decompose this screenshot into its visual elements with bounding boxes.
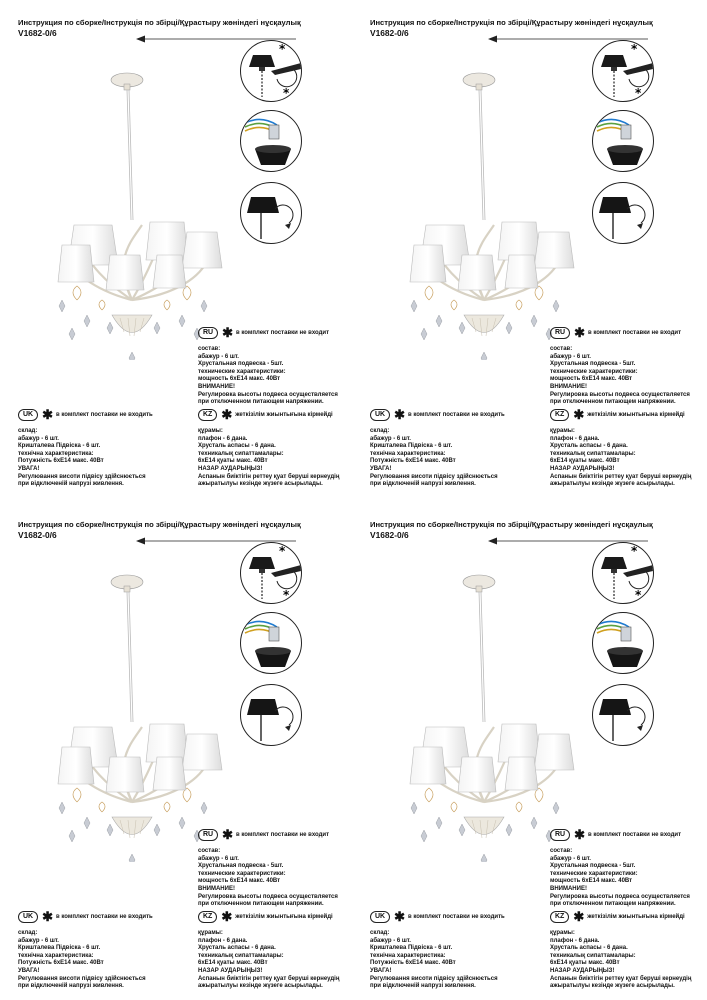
uk-section <box>18 406 153 489</box>
uk-line: Кришталева Підвіска - 6 шт. <box>370 443 453 450</box>
uk-line: технічна характеристика: <box>370 952 446 959</box>
instruction-title: Инструкция по сборке/Інструкція по збірці/Құрастыру жөніндегі нұсқаулық <box>18 520 301 529</box>
star-icon: ✱ <box>574 826 586 842</box>
wiring-icon <box>240 612 302 674</box>
star-icon: ✱ <box>222 826 234 842</box>
kz-line: құрамы: <box>550 930 575 936</box>
svg-text:*: * <box>283 588 290 602</box>
hook-mount-icon <box>592 684 654 746</box>
kz-line: техникалық сипаттамалары: <box>198 952 284 959</box>
ru-line: Регулировка высоты подвеса осуществляется <box>550 893 690 900</box>
uk-badge: UK <box>18 911 38 923</box>
kz-line: 6хЕ14 қуаты макс. 40Вт <box>550 458 620 465</box>
uk-line: при відключеній напрузі живлення. <box>370 983 476 990</box>
ru-line: при отключенном питающем напряжении. <box>550 399 676 406</box>
ceiling-cup-icon <box>240 542 302 604</box>
kz-header: жеткізілім жиынтығына кірмейді <box>235 411 333 418</box>
kz-line: НАЗАР АУДАРЫҢЫЗ! <box>198 967 263 974</box>
kz-line: Аспанын биіктігін реттеу қуат беруші кернеудің <box>198 473 340 480</box>
uk-line: абажур - 6 шт. <box>18 435 59 442</box>
kz-line: НАЗАР АУДАРЫҢЫЗ! <box>550 967 615 974</box>
uk-line: абажур - 6 шт. <box>18 937 59 944</box>
uk-badge: UK <box>370 409 390 421</box>
kz-header: жеткізілім жиынтығына кірмейді <box>587 411 685 418</box>
uk-line: УВАГА! <box>370 967 392 974</box>
uk-line: при відключеній напрузі живлення. <box>18 481 124 488</box>
uk-line: Потужність 6хЕ14 макс. 40Вт <box>18 960 104 967</box>
kz-line: плафон - 6 дана. <box>550 435 600 442</box>
kz-line: Хрусталь аспасы - 6 дана. <box>550 443 628 450</box>
instruction-panel-2 <box>370 18 707 498</box>
uk-section <box>370 908 505 991</box>
uk-line: технічна характеристика: <box>18 450 94 457</box>
ceiling-cup-icon <box>240 40 302 102</box>
ru-line: технические характеристики: <box>198 870 286 877</box>
ru-line: мощность 6хЕ14 макс. 40Вт <box>198 878 281 885</box>
uk-section <box>370 406 505 489</box>
ru-section <box>550 826 690 909</box>
kz-header: жеткізілім жиынтығына кірмейді <box>587 913 685 920</box>
kz-line: 6хЕ14 қуаты макс. 40Вт <box>198 458 268 465</box>
star-icon: ✱ <box>573 406 585 422</box>
ru-line: Регулировка высоты подвеса осуществляется <box>198 893 338 900</box>
instruction-title: Инструкция по сборке/Інструкція по збірці/Құрастыру жөніндегі нұсқаулық <box>18 18 301 27</box>
kz-header: жеткізілім жиынтығына кірмейді <box>235 913 333 920</box>
star-icon: ✱ <box>222 324 234 340</box>
ru-line: состав: <box>550 346 573 352</box>
ru-badge: RU <box>550 829 570 841</box>
uk-line: УВАГА! <box>18 967 40 974</box>
kz-line: Аспанын биіктігін реттеу қуат беруші кернеудің <box>550 975 692 982</box>
kz-line: плафон - 6 дана. <box>198 937 248 944</box>
kz-line: Аспанын биіктігін реттеу қуат беруші кернеудің <box>550 473 692 480</box>
hook-mount-icon <box>240 182 302 244</box>
uk-line: технічна характеристика: <box>370 450 446 457</box>
star-icon: ✱ <box>42 406 54 422</box>
model-number: V1682-0/6 <box>370 530 409 540</box>
uk-badge: UK <box>370 911 390 923</box>
uk-header: в комплект поставки не входить <box>56 913 153 920</box>
uk-line: склад: <box>18 930 38 936</box>
uk-line: при відключеній напрузі живлення. <box>370 481 476 488</box>
ru-line: состав: <box>198 848 221 854</box>
svg-text:*: * <box>279 42 286 56</box>
hook-mount-icon <box>592 182 654 244</box>
ru-line: мощность 6хЕ14 макс. 40Вт <box>550 878 633 885</box>
kz-line: Хрусталь аспасы - 6 дана. <box>198 945 276 952</box>
kz-line: ажыратылуы кезінде жүзеге асырылады. <box>550 481 675 488</box>
ru-line: при отключенном питающем напряжении. <box>198 901 324 908</box>
ceiling-cup-icon <box>592 542 654 604</box>
star-icon: ✱ <box>573 908 585 924</box>
uk-line: Потужність 6хЕ14 макс. 40Вт <box>18 458 104 465</box>
kz-line: ажыратылуы кезінде жүзеге асырылады. <box>198 983 323 990</box>
star-icon: ✱ <box>394 406 406 422</box>
ru-section <box>198 324 338 407</box>
ru-line: ВНИМАНИЕ! <box>550 383 587 390</box>
kz-line: плафон - 6 дана. <box>550 937 600 944</box>
uk-line: абажур - 6 шт. <box>370 435 411 442</box>
uk-line: Кришталева Підвіска - 6 шт. <box>18 945 101 952</box>
svg-text:*: * <box>635 86 642 100</box>
chandelier-illustration <box>32 60 232 360</box>
ru-header: в комплект поставки не входит <box>588 831 682 838</box>
ru-badge: RU <box>198 829 218 841</box>
hook-mount-icon <box>240 684 302 746</box>
ru-line: Хрустальная подвеска - 5шт. <box>550 361 636 368</box>
uk-line: Кришталева Підвіска - 6 шт. <box>370 945 453 952</box>
kz-section <box>550 406 691 489</box>
kz-line: құрамы: <box>198 930 223 936</box>
chandelier-illustration <box>32 562 232 862</box>
svg-text:*: * <box>279 544 286 558</box>
kz-line: Хрусталь аспасы - 6 дана. <box>550 945 628 952</box>
instruction-title: Инструкция по сборке/Інструкція по збірці/Құрастыру жөніндегі нұсқаулық <box>370 18 653 27</box>
uk-line: Регулювання висоти підвісу здійснюється <box>18 975 146 982</box>
chandelier-illustration <box>384 562 584 862</box>
kz-line: Аспанын биіктігін реттеу қуат беруші кернеудің <box>198 975 340 982</box>
kz-line: ажыратылуы кезінде жүзеге асырылады. <box>550 983 675 990</box>
kz-line: НАЗАР АУДАРЫҢЫЗ! <box>198 465 263 472</box>
uk-line: Потужність 6хЕ14 макс. 40Вт <box>370 458 456 465</box>
ru-line: при отключенном питающем напряжении. <box>550 901 676 908</box>
ru-badge: RU <box>198 327 218 339</box>
instruction-panel-1 <box>18 18 358 498</box>
instruction-panel-4 <box>370 520 707 1000</box>
ceiling-cup-icon <box>592 40 654 102</box>
star-icon: ✱ <box>394 908 406 924</box>
ru-line: Хрустальная подвеска - 5шт. <box>198 361 284 368</box>
kz-line: техникалық сипаттамалары: <box>550 952 636 959</box>
kz-badge: KZ <box>198 409 217 421</box>
ru-line: ВНИМАНИЕ! <box>198 383 235 390</box>
ru-section <box>550 324 690 407</box>
uk-header: в комплект поставки не входить <box>56 411 153 418</box>
ru-line: мощность 6хЕ14 макс. 40Вт <box>198 376 281 383</box>
kz-line: ажыратылуы кезінде жүзеге асырылады. <box>198 481 323 488</box>
ru-header: в комплект поставки не входит <box>236 831 330 838</box>
ru-line: мощность 6хЕ14 макс. 40Вт <box>550 376 633 383</box>
uk-line: Регулювання висоти підвісу здійснюється <box>370 473 498 480</box>
uk-line: Потужність 6хЕ14 макс. 40Вт <box>370 960 456 967</box>
wiring-icon <box>592 612 654 674</box>
svg-text:*: * <box>631 42 638 56</box>
kz-line: 6хЕ14 қуаты макс. 40Вт <box>198 960 268 967</box>
model-number: V1682-0/6 <box>18 530 57 540</box>
kz-line: құрамы: <box>550 428 575 434</box>
wiring-icon <box>240 110 302 172</box>
uk-header: в комплект поставки не входить <box>408 913 505 920</box>
ru-line: Хрустальная подвеска - 5шт. <box>550 863 636 870</box>
uk-badge: UK <box>18 409 38 421</box>
uk-line: абажур - 6 шт. <box>370 937 411 944</box>
kz-line: Хрусталь аспасы - 6 дана. <box>198 443 276 450</box>
ru-section <box>198 826 338 909</box>
uk-line: склад: <box>18 428 38 434</box>
ru-line: абажур - 6 шт. <box>550 353 591 360</box>
uk-line: технічна характеристика: <box>18 952 94 959</box>
star-icon: ✱ <box>574 324 586 340</box>
uk-line: склад: <box>370 428 390 434</box>
wiring-icon <box>592 110 654 172</box>
kz-line: 6хЕ14 қуаты макс. 40Вт <box>550 960 620 967</box>
uk-line: Кришталева Підвіска - 6 шт. <box>18 443 101 450</box>
uk-line: при відключеній напрузі живлення. <box>18 983 124 990</box>
uk-line: УВАГА! <box>370 465 392 472</box>
ru-line: технические характеристики: <box>198 368 286 375</box>
star-icon: ✱ <box>42 908 54 924</box>
ru-line: технические характеристики: <box>550 870 638 877</box>
uk-section <box>18 908 153 991</box>
ru-line: ВНИМАНИЕ! <box>198 885 235 892</box>
ru-line: абажур - 6 шт. <box>198 353 239 360</box>
kz-line: құрамы: <box>198 428 223 434</box>
ru-badge: RU <box>550 327 570 339</box>
kz-section <box>198 406 339 489</box>
svg-text:*: * <box>283 86 290 100</box>
kz-line: НАЗАР АУДАРЫҢЫЗ! <box>550 465 615 472</box>
chandelier-illustration <box>384 60 584 360</box>
kz-line: техникалық сипаттамалары: <box>550 450 636 457</box>
ru-line: абажур - 6 шт. <box>550 855 591 862</box>
svg-text:*: * <box>631 544 638 558</box>
kz-badge: KZ <box>198 911 217 923</box>
ru-line: состав: <box>198 346 221 352</box>
uk-line: склад: <box>370 930 390 936</box>
ru-line: Хрустальная подвеска - 5шт. <box>198 863 284 870</box>
ru-line: состав: <box>550 848 573 854</box>
kz-section <box>550 908 691 991</box>
kz-line: плафон - 6 дана. <box>198 435 248 442</box>
kz-line: техникалық сипаттамалары: <box>198 450 284 457</box>
ru-line: ВНИМАНИЕ! <box>550 885 587 892</box>
ru-line: при отключенном питающем напряжении. <box>198 399 324 406</box>
uk-line: УВАГА! <box>18 465 40 472</box>
kz-badge: KZ <box>550 911 569 923</box>
model-number: V1682-0/6 <box>18 28 57 38</box>
ru-line: абажур - 6 шт. <box>198 855 239 862</box>
uk-header: в комплект поставки не входить <box>408 411 505 418</box>
ru-line: Регулировка высоты подвеса осуществляется <box>198 391 338 398</box>
instruction-title: Инструкция по сборке/Інструкція по збірці/Құрастыру жөніндегі нұсқаулық <box>370 520 653 529</box>
ru-header: в комплект поставки не входит <box>236 329 330 336</box>
star-icon: ✱ <box>221 406 233 422</box>
star-icon: ✱ <box>221 908 233 924</box>
ru-header: в комплект поставки не входит <box>588 329 682 336</box>
svg-text:*: * <box>635 588 642 602</box>
kz-badge: KZ <box>550 409 569 421</box>
uk-line: Регулювання висоти підвісу здійснюється <box>370 975 498 982</box>
ru-line: Регулировка высоты подвеса осуществляется <box>550 391 690 398</box>
kz-section <box>198 908 339 991</box>
uk-line: Регулювання висоти підвісу здійснюється <box>18 473 146 480</box>
ru-line: технические характеристики: <box>550 368 638 375</box>
model-number: V1682-0/6 <box>370 28 409 38</box>
instruction-panel-3 <box>18 520 358 1000</box>
